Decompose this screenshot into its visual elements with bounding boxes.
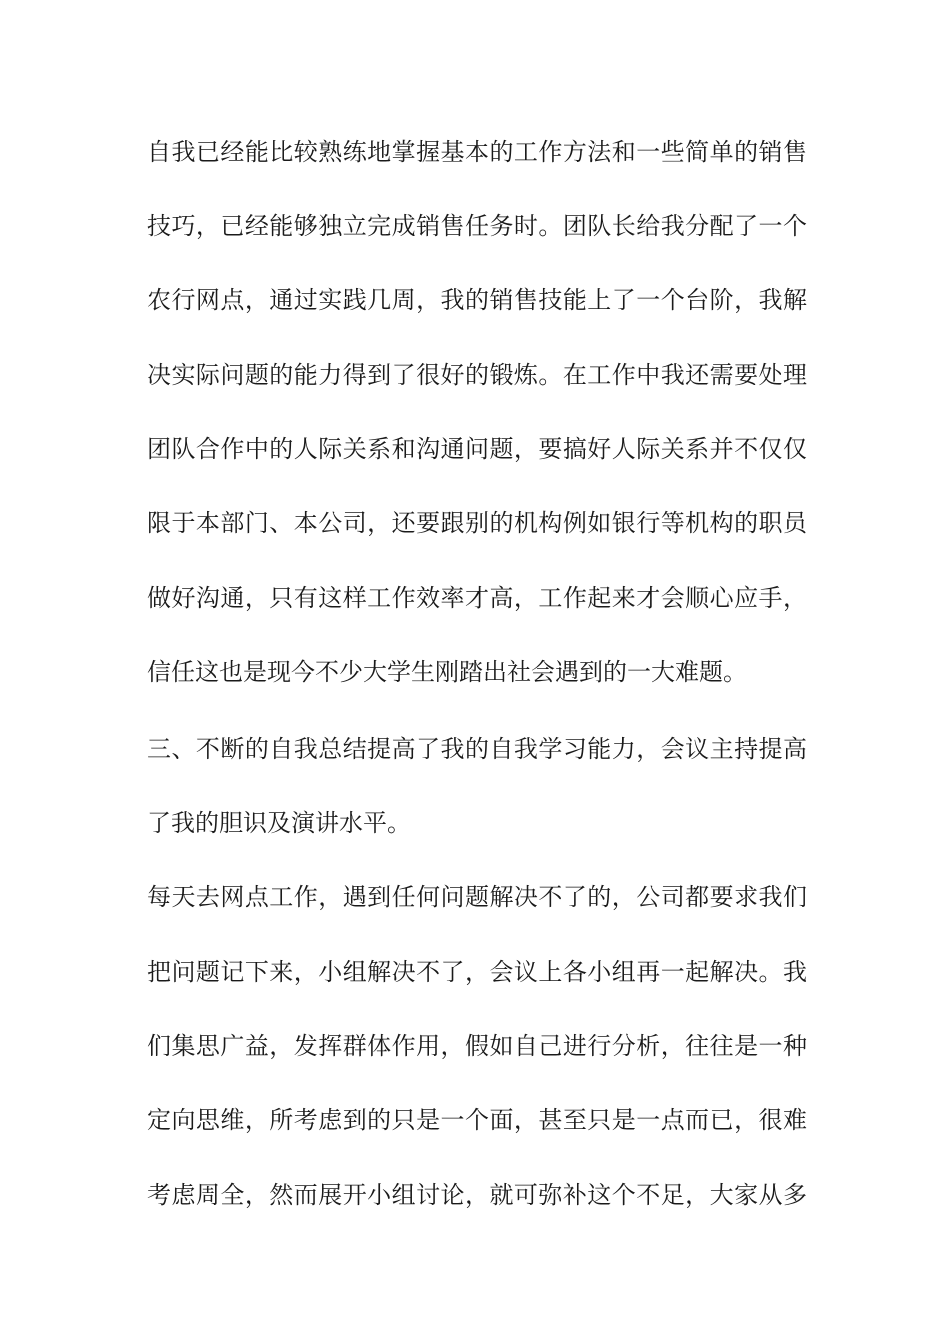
text-line: 把问题记下来，小组解决不了，会议上各小组再一起解决。我 <box>147 958 807 986</box>
text-line: 定向思维，所考虑到的只是一个面，甚至只是一点而已，很难 <box>147 1106 807 1134</box>
text-line: 自我已经能比较熟练地掌握基本的工作方法和一些简单的销售 <box>147 138 807 166</box>
text-line: 们集思广益，发挥群体作用，假如自己进行分析，往往是一种 <box>147 1032 807 1060</box>
text-line: 农行网点，通过实践几周，我的销售技能上了一个台阶，我解 <box>147 286 807 314</box>
text-line: 做好沟通，只有这样工作效率才高，工作起来才会顺心应手， <box>147 584 807 612</box>
text-line: 限于本部门、本公司，还要跟别的机构例如银行等机构的职员 <box>147 509 807 537</box>
section-heading-line: 了我的胆识及演讲水平。 <box>147 809 411 837</box>
section-heading-line: 三、不断的自我总结提高了我的自我学习能力，会议主持提高 <box>147 735 807 763</box>
text-line: 信任这也是现今不少大学生刚踏出社会遇到的一大难题。 <box>147 658 747 686</box>
text-line: 考虑周全，然而展开小组讨论，就可弥补这个不足，大家从多 <box>147 1181 807 1209</box>
text-line: 团队合作中的人际关系和沟通问题，要搞好人际关系并不仅仅 <box>147 435 807 463</box>
text-line: 每天去网点工作，遇到任何问题解决不了的，公司都要求我们 <box>147 883 807 911</box>
text-line: 决实际问题的能力得到了很好的锻炼。在工作中我还需要处理 <box>147 361 807 389</box>
text-line: 技巧，已经能够独立完成销售任务时。团队长给我分配了一个 <box>147 212 807 240</box>
